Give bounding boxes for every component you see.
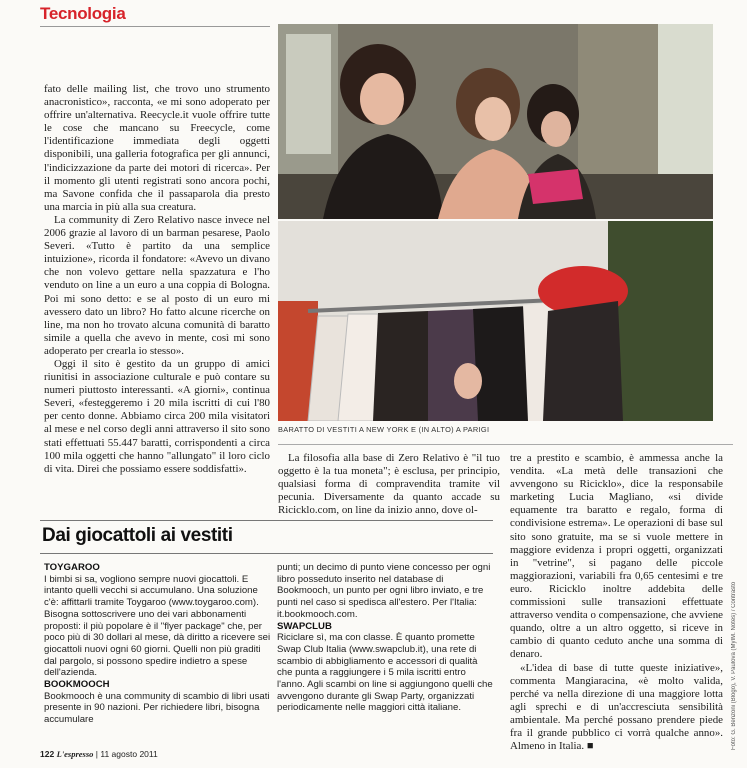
magazine-brand: L'espresso — [56, 749, 94, 759]
end-mark: ■ — [586, 740, 594, 753]
col3-paragraph — [510, 662, 723, 754]
col1-paragraph: fato delle mailing list, che trovo uno strumento anacronistico», racconta, «e mi sono adoperato per offrire un'alternativa. Reecycle.it vuole offrire tutte le cose che mancano su Freecycle, come l'identificazione immediata degli oggetti disponibili, una galleria fotografica per gli annunci, l'indicizzazione da parte dei motori di ricerca». Per il momento gli utenti registrati sono ancora pochi, ma Savone confida che il passaparola dia presto una marcia in più alla sua creatura. — [44, 83, 270, 213]
section-title: Tecnologia — [40, 4, 126, 23]
swapclub-heading: SWAPCLUB — [277, 620, 332, 632]
article-column-1 — [44, 83, 270, 476]
toygaroo-heading: TOYGAROO — [44, 562, 100, 573]
col1-paragraph: La community di Zero Relativo nasce invece nel 2006 grazie al lavoro di un barman pesarese, Paolo Severi. «Tutto è partito da una semplice intuizione», ricorda il fondatore: «Avevo un divano che non volevo gettare nella spazzatura e l'ho venduto on line a un euro a una coppia di Bologna. Poi mi sono detto: e se al posto di un euro mi avessero dato un libro? Ho fatto alcune ricerche on line, ma non ho trovato alcuna comunità di baratto simile a quella che avevo in mente, così mi sono adoperato per crearla io stesso». — [44, 213, 270, 357]
bookmooch-text-continued: punti; un decimo di punto viene concesso per ogni libro posseduto inserito nel database di Bookmooch, un punto per ogni libro inviato, e tre punti nel caso si spedisca all'estero. Per l'Italia: it.bookmooch.com. — [277, 562, 491, 620]
footer-separator: | — [95, 749, 98, 759]
col2-paragraph: La filosofia alla base di Zero Relativo è "il tuo oggetto è la tua moneta"; è esclusa, per principio, qualsiasi forma di compravendita tramite vil pecunia. Diversamente da quanto accade su Ricicklo.com, on line da inizio anno, dove ol- — [278, 452, 500, 517]
col1-paragraph: Oggi il sito è gestito da un gruppo di amici riunitisi in associazione culturale e può contare su numeri piuttosto interessanti. «A giorni», continua Severi, «festeggeremo i 20 mila iscritti di cui l'80 per cento donne. Abbiamo circa 200 mila visitatori al mese e nel corso degli anni attraverso il sito sono stati effettuati 55.447 baratti, corrispondenti a circa 100 mila oggetti che hanno "allungato" il loro ciclo di vita. Direi che possiamo essere soddisfatti». — [44, 357, 270, 475]
photo-paris-swap-image — [278, 24, 713, 219]
page-footer — [40, 749, 158, 759]
toygaroo-text: I bimbi si sa, vogliono sempre nuovi giocattoli. E intanto quelli vecchi si accumulano. Una soluzione c'è: affittarli tramite Toygaroo (www.toygaroo.com). Bisogna sottoscrivere uno dei vari abbonamenti proposti: il più popolare è il "flyer package" che, per poco più di 30 dollari al mese, dà diritto a ricevere sei giocattoli nuovi ogni 60 giorni. Quelli non più graditi dal pargolo, si possono spedire indietro a spese dell'azienda. — [44, 573, 271, 679]
box-column-2 — [277, 562, 495, 714]
box-top-rule — [40, 520, 493, 521]
issue-date: 11 agosto 2011 — [100, 749, 158, 759]
page-number: 122 — [40, 749, 55, 759]
box-column-1 — [44, 562, 272, 726]
col3-paragraph: tre a prestito e scambio, è ammessa anche la vendita. «La metà delle transazioni che avvengono su Ricicklo», dice la responsabile marketing Lucia Magliano, «si divide equamente tra baratto e regalo, forma di condivisione estrema». Le operazioni di base sul sito sono gratuite, ma se si vuole mettere in maggiore evidenza i propri oggetti, organizzati in "vetrine", si pagano delle piccole maggiorazioni, variabili fra 0,65 centesimi e tre euro. Ricicklo inoltre addebita delle commissioni sulle transazioni effettuate attraverso vendita o compensazione, che avviene quando, oltre a un altro oggetto, si riceve in cambio di quanto ceduto anche una somma di denaro. — [510, 452, 723, 661]
caption-rule — [278, 444, 733, 445]
box-title: Dai giocattoli ai vestiti — [42, 525, 233, 546]
header-rule — [40, 26, 270, 27]
photo-paris-swap — [278, 24, 713, 219]
article-column-2 — [278, 452, 500, 517]
article-column-3 — [510, 452, 723, 753]
photo-credit: Foto: G. Benzoni (Blogo), V. Paulova (MyIM. Notes) / Contrasto — [731, 581, 737, 750]
photo-newyork-swap — [278, 221, 713, 421]
photo-newyork-swap-image — [278, 221, 713, 421]
bookmooch-text: Bookmooch è una community di scambio di libri usati presente in 90 nazioni. Per richiedere libri, bisogna accumulare — [44, 690, 270, 726]
box-title-rule — [40, 553, 493, 554]
photo-caption: BARATTO DI VESTITI A NEW YORK E (IN ALTO) A PARIGI — [278, 425, 490, 434]
swapclub-text: Riciclare sì, ma con classe. È quanto promette Swap Club Italia (www.swapclub.it), una rete di scambio di abbigliamento e accessori di qualità che punta a raggiungere i 5 mila iscritti entro l'anno. Agli scambi on line si aggiungono quelli che avvengono durante gli Swap Party, organizzati periodicamente nelle maggiori città italiane. — [277, 632, 493, 714]
bookmooch-heading: BOOKMOOCH — [44, 679, 110, 691]
col3-paragraph-text: «L'idea di base di tutte queste iniziative», commenta Mangiaracina, «è molto valida, perché va nella direzione di una maggiore lotta agli sprechi e di un'accresciuta sensibilità ambientale. Ma perché possano prendere piede fra il grande pubblico ci vorrà qualche anno». Almeno in Italia. — [510, 661, 723, 753]
